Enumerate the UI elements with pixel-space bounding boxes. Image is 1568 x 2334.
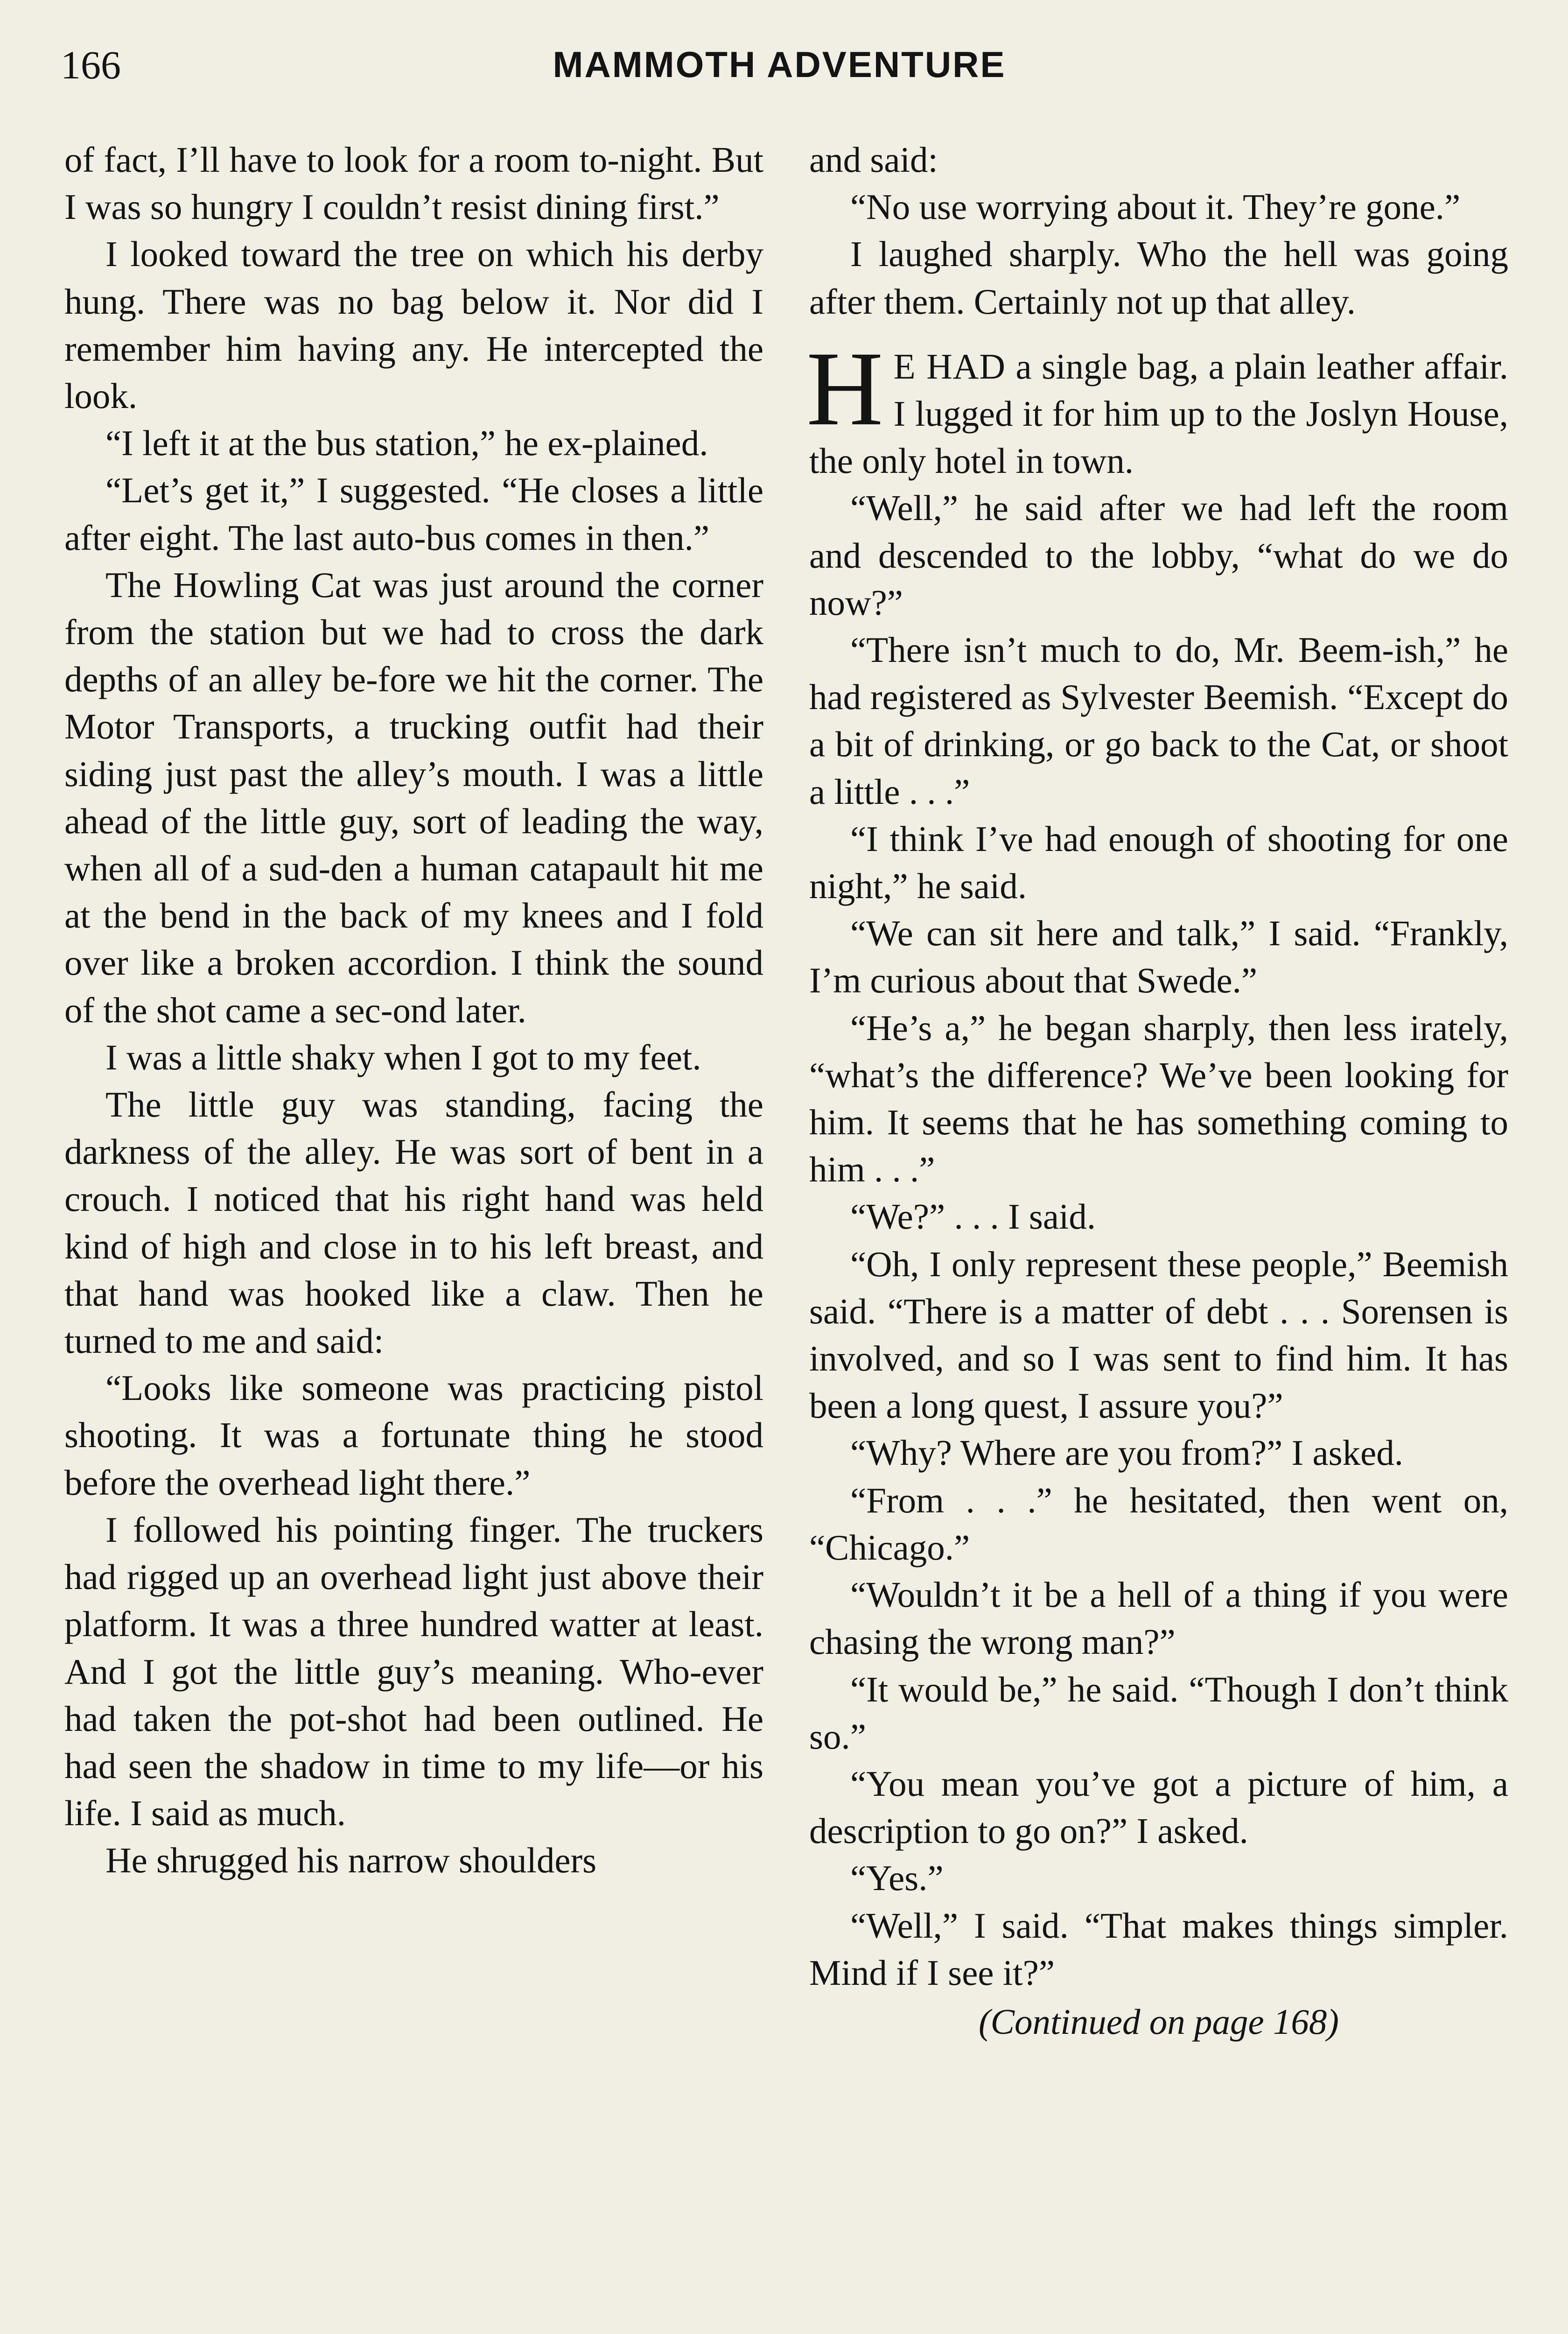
paragraph: and said: [809,140,938,180]
paragraph: I looked toward the tree on which his derby hung. There was no bag below it. Nor did I remember him having any. He intercepted the look. [64,234,763,416]
paragraph: I followed his pointing finger. The truckers had rigged up an overhead light just above their platform. It was a three hundred watter at least. And I got the little guy’s meaning. Who-ever had taken the pot-shot had been outlined. He had seen the shadow in time to my life—or his life. I said as much. [64,1509,763,1834]
paragraph: The Howling Cat was just around the corner from the station but we had to cross the dark depths of an alley be-fore we hit the corner. The Motor Transports, a trucking outfit had their siding just past the alley’s mouth. I was a little ahead of the little guy, sort of leading the way, when all of a sud-den a human catapault hit me at the bend in the back of my knees and I fold over like a broken accordion. I think the sound of the shot came a sec-ond later. [64,564,763,1030]
paragraph: “Let’s get it,” I suggested. “He closes a little after eight. The last auto-bus comes in then.” [64,470,763,558]
continued-note: (Continued on page 168) [978,2001,1339,2042]
running-title: MAMMOTH ADVENTURE [553,44,1006,85]
paragraph: “You mean you’ve got a picture of him, a description to go on?” I asked. [809,1763,1508,1851]
paragraph: of fact, I’ll have to look for a room to-night. But I was so hungry I couldn’t resist dining first.” [64,140,763,227]
paragraph: “No use worrying about it. They’re gone.” [850,187,1461,227]
paragraph: “We can sit here and talk,” I said. “Frankly, I’m curious about that Swede.” [809,913,1508,1001]
paragraph: “Oh, I only represent these people,” Beemish said. “There is a matter of debt . . . Sorensen is involved, and so I was sent to find him. It has been a long quest, I assure you?” [809,1244,1508,1426]
left-column [64,136,763,1884]
right-column [806,136,1509,2046]
paragraph: The little guy was standing, facing the darkness of the alley. He was sort of bent in a crouch. I noticed that his right hand was held kind of high and close in to his left breast, and that hand was hooked like a claw. Then he turned to me and said: [64,1084,763,1361]
paragraph: “Wouldn’t it be a hell of a thing if you were chasing the wrong man?” [809,1575,1508,1662]
drop-cap: H [806,330,883,448]
paragraph-text: a single bag, a plain leather affair. I lugged it for him up to the Joslyn House, the only hotel in town. [809,346,1509,481]
section-start-paragraph [806,330,1509,485]
page-number: 166 [61,42,121,87]
paragraph: “Well,” I said. “That makes things simpler. Mind if I see it?” [809,1905,1508,1993]
paragraph: “He’s a,” he began sharply, then less irately, “what’s the difference? We’ve been looking for him. It seems that he has something coming to him . . .” [809,1007,1508,1190]
paragraph: “We?” . . . I said. [850,1196,1096,1237]
paragraph: “From . . .” he hesitated, then went on, “Chicago.” [809,1480,1508,1568]
small-caps-lead: E HAD [893,346,1006,387]
page-header [0,0,1568,140]
paragraph: “I think I’ve had enough of shooting for one night,” he said. [809,818,1508,907]
paragraph: I laughed sharply. Who the hell was going after them. Certainly not up that alley. [809,234,1508,322]
paragraph: “There isn’t much to do, Mr. Beem-ish,” he had registered as Sylvester Beemish. “Except do a bit of drinking, or go back to the Cat, or shoot a little . . .” [809,630,1508,812]
paragraph: He shrugged his narrow shoulders [105,1840,597,1881]
paragraph: “Yes.” [850,1858,944,1898]
paragraph: I was a little shaky when I got to my feet. [105,1037,701,1077]
paragraph: “I left it at the bus station,” he ex-plained. [105,423,708,464]
paragraph: “Well,” he said after we had left the room and descended to the lobby, “what do we do now?” [809,488,1508,623]
paragraph: “Why? Where are you from?” I asked. [850,1433,1404,1473]
paragraph: “Looks like someone was practicing pistol shooting. It was a fortunate thing he stood before the overhead light there.” [64,1368,763,1503]
paragraph: “It would be,” he said. “Though I don’t think so.” [809,1669,1508,1757]
